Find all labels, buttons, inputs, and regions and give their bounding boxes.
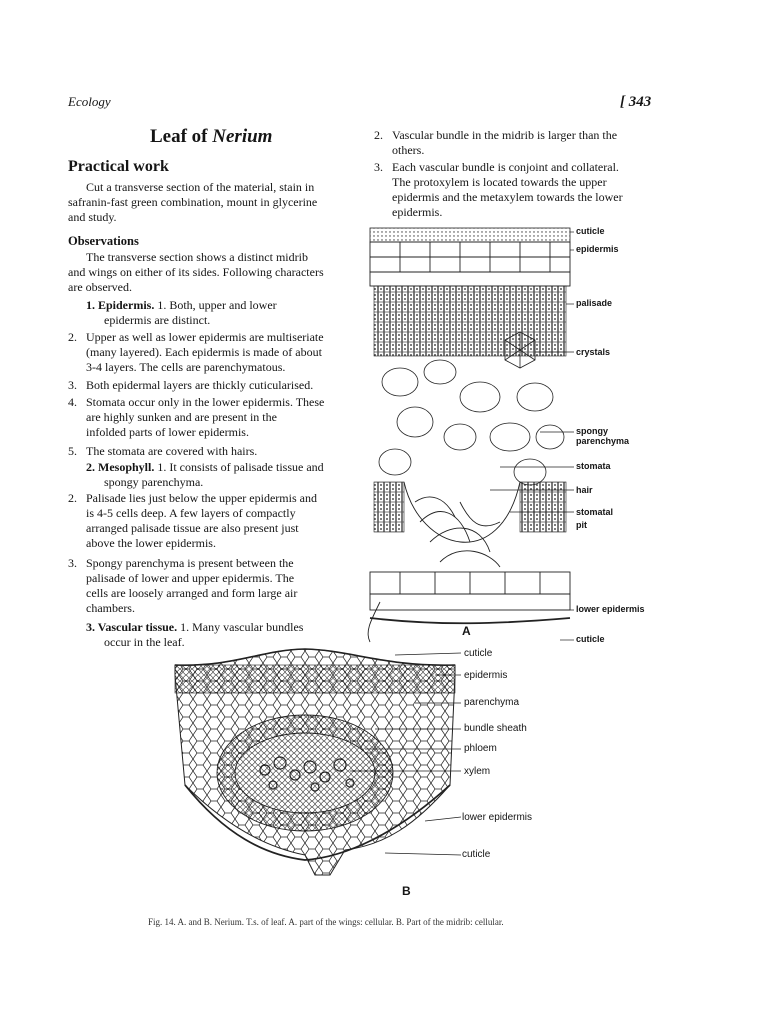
label-b-parenchyma: parenchyma xyxy=(464,697,520,708)
vascular-line xyxy=(86,620,354,635)
item-line: (many layered). Each epidermis is made of about xyxy=(86,345,322,359)
label-epidermis: epidermis xyxy=(576,244,619,254)
item-line: 3-4 layers. The cells are parenchymatous. xyxy=(86,360,286,374)
label-b-epidermis: epidermis xyxy=(464,670,508,681)
item-line: above the lower epidermis. xyxy=(86,536,216,550)
vascular-first: 1. Many vascular bundles xyxy=(180,620,304,634)
label-spongy: spongy xyxy=(576,426,609,436)
label-crystals: crystals xyxy=(576,347,611,357)
item-line: Both epidermal layers are thickly cuticularised. xyxy=(86,378,314,392)
item-line: arranged palisade tissue are also present just xyxy=(86,521,299,535)
running-head: Ecology xyxy=(68,94,111,109)
observations-heading: Observations xyxy=(68,234,139,248)
intro-line: are observed. xyxy=(68,280,132,294)
item-line: The protoxylem is located towards the upper xyxy=(392,175,607,189)
item-line: palisade of lower and upper epidermis. The xyxy=(86,571,295,585)
list-item xyxy=(68,330,354,375)
mesophyll-line: spongy parenchyma. xyxy=(104,475,204,489)
item-number: 3. xyxy=(68,556,77,570)
list-item xyxy=(68,491,354,551)
mesophyll-first: 1. It consists of palisade tissue and xyxy=(157,460,324,474)
item-line: cells are loosely arranged and form large air xyxy=(86,586,298,600)
item-line: Vascular bundle in the midrib is larger than the xyxy=(392,128,618,142)
label-cuticle: cuticle xyxy=(576,226,605,236)
practical-line: safranin-fast green combination, mount in glycerine xyxy=(68,195,318,209)
practical-line: Cut a transverse section of the material, stain in xyxy=(86,180,315,194)
item-line: infolded parts of lower epidermis. xyxy=(86,425,249,439)
epidermis-first: 1. Both, upper and lower xyxy=(157,298,277,312)
label-b-phloem: phloem xyxy=(464,743,497,754)
intro-line: The transverse section shows a distinct midrib xyxy=(86,250,308,264)
label-b-bundle-sheath: bundle sheath xyxy=(464,723,527,734)
label-pit: pit xyxy=(576,520,587,530)
epidermis-block xyxy=(86,298,354,328)
mesophyll-heading: 2. Mesophyll. xyxy=(86,460,155,474)
list-item xyxy=(68,444,354,459)
label-b-xylem: xylem xyxy=(464,766,491,777)
list-item xyxy=(68,378,354,393)
item-line: is 4-5 cells deep. A few layers of compactly xyxy=(86,506,296,520)
epidermis-heading: 1. Epidermis. xyxy=(86,298,155,312)
item-line: are highly sunken and are present in the xyxy=(86,410,277,424)
label-b-cuticle-lower: cuticle xyxy=(462,849,491,860)
mesophyll-block xyxy=(86,460,354,490)
item-line: Spongy parenchyma is present between the xyxy=(86,556,294,570)
item-line: Palisade lies just below the upper epidermis and xyxy=(86,491,317,505)
item-line: others. xyxy=(392,143,425,157)
page-title xyxy=(150,126,272,148)
title-italic: Nerium xyxy=(212,126,273,147)
vascular-heading: 3. Vascular tissue. xyxy=(86,620,178,634)
label-b-lower-epidermis: lower epidermis xyxy=(462,812,533,823)
title-prefix: Leaf of xyxy=(150,126,213,147)
list-item xyxy=(374,128,654,158)
item-number: 3. xyxy=(68,378,77,392)
practical-line: and study. xyxy=(68,210,117,224)
mesophyll-line xyxy=(86,460,354,475)
item-number: 4. xyxy=(68,395,77,409)
wing-tissue xyxy=(368,228,574,642)
item-line: chambers. xyxy=(86,601,135,615)
item-number: 2. xyxy=(374,128,383,142)
item-number: 2. xyxy=(68,491,77,505)
label-parenchyma: parenchyma xyxy=(576,436,630,446)
epidermis-line xyxy=(86,298,354,313)
label-b-cuticle: cuticle xyxy=(464,648,493,659)
epidermis-line: epidermis are distinct. xyxy=(104,313,211,327)
figure-caption: Fig. 14. A. and B. Nerium. T.s. of leaf. A. part of the wings: cellular. B. Part of the midrib: cellular. xyxy=(148,917,504,927)
page-number: [ 343 xyxy=(620,94,652,110)
midrib-tissue xyxy=(175,649,461,875)
figure-b-diagram xyxy=(165,645,465,890)
vascular-line: occur in the leaf. xyxy=(104,635,185,649)
label-stomata: stomata xyxy=(576,461,611,471)
item-line: epidermis and the metaxylem towards the lower xyxy=(392,190,623,204)
practical-heading: Practical work xyxy=(68,158,169,175)
item-line: Stomata occur only in the lower epidermis. These xyxy=(86,395,325,409)
list-item xyxy=(374,160,654,220)
item-line: Upper as well as lower epidermis are multiseriate xyxy=(86,330,324,344)
label-stomatal: stomatal xyxy=(576,507,614,517)
observations-intro xyxy=(68,250,353,295)
item-line: The stomata are covered with hairs. xyxy=(86,444,258,458)
item-number: 5. xyxy=(68,444,77,458)
practical-text xyxy=(68,180,353,225)
item-number: 2. xyxy=(68,330,77,344)
list-item xyxy=(68,395,354,440)
item-line: Each vascular bundle is conjoint and collateral. xyxy=(392,160,619,174)
label-cuticle-lower: cuticle xyxy=(576,634,605,644)
label-lower-epidermis: lower epidermis xyxy=(576,604,645,614)
intro-line: and wings on either of its sides. Following characters xyxy=(68,265,324,279)
list-item xyxy=(68,556,354,616)
label-palisade: palisade xyxy=(576,298,613,308)
figure-b-letter: B xyxy=(402,884,411,898)
label-hair: hair xyxy=(576,485,593,495)
item-line: epidermis. xyxy=(392,205,443,219)
figure-a-letter: A xyxy=(462,624,471,638)
item-number: 3. xyxy=(374,160,383,174)
